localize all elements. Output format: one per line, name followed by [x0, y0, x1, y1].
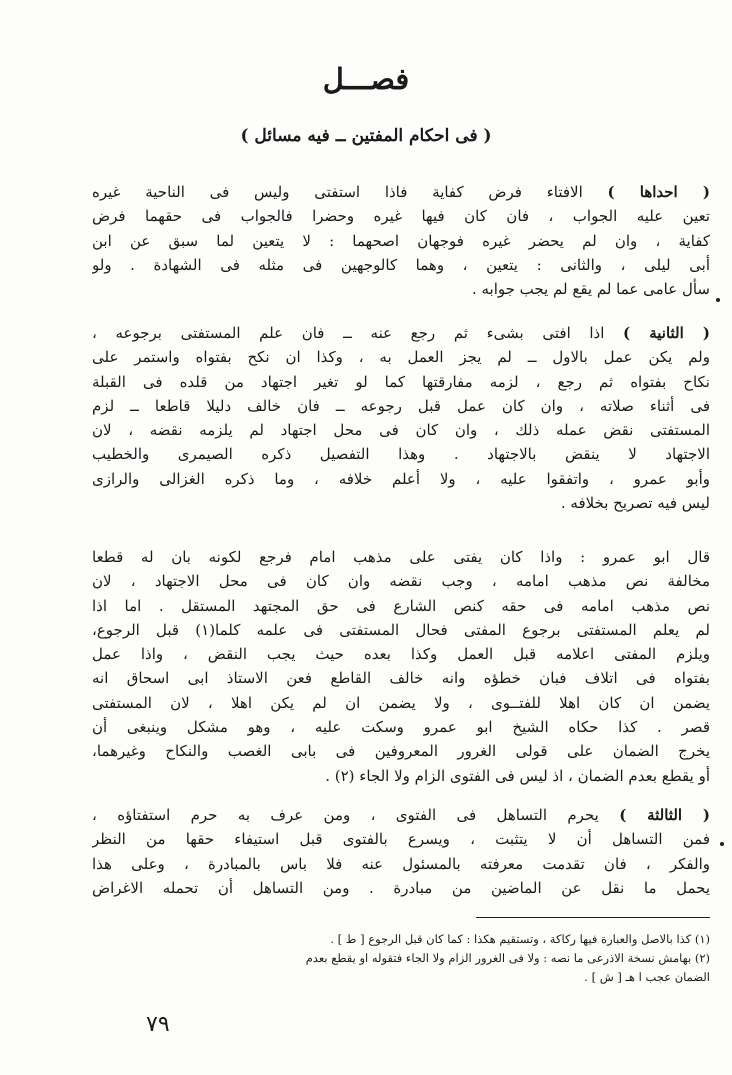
text-line: المستفتى نقض عمله ذلك ، وان كان فى محل اجتهاد لم يلزمه نقضه ، لان	[92, 421, 710, 440]
issue-heading: ( الثالثة )	[619, 806, 710, 824]
page-number: ٧٩	[146, 1012, 170, 1037]
text-line: نص مذهب امامه فى حقه كنص الشارع فى حق المجتهد المستقل . اما اذا	[92, 596, 710, 615]
text-line: ( احداها ) الافتاء فرض كفاية فاذا استفتى وليس فى الناحية غيره	[92, 183, 710, 201]
text-line: فى أثناء صلاته ، وان كان عمل قبل رجوعه ــ فان خالف دليلا قاطعا ــ لزم	[92, 396, 710, 415]
text-line: أو يقطع بعدم الضمان ، اذ ليس فى الفتوى الزام ولا الجاء (٢) .	[325, 766, 710, 785]
issue-heading: ( احداها )	[607, 183, 710, 201]
paragraph-abu-amr	[92, 545, 710, 788]
text-line: سأل عامى عما لم يقع لم يجب جوابه .	[471, 280, 710, 299]
chapter-title: فصـــل	[322, 62, 410, 96]
text-line: والفكر ، فان تقدمت معرفته بالمسئول عنه فلا باس بالمبادرة ، وعلى هذا	[92, 854, 710, 873]
text-line: يضمن ان كان اهلا للفتــوى ، ولا يضمن ان لم يكن اهلا ، لان المستفتى	[92, 693, 710, 712]
text-line: الاجتهاد لا ينقض بالاجتهاد . وهذا التفصيل ذكره الصيمرى والخطيب	[92, 445, 710, 464]
footnote: (١) كذا بالاصل والعبارة فيها ركاكة ، وتستقيم هكذا : كما كان قبل الرجوع [ ط ] .	[330, 932, 710, 946]
section-subtitle: ( فى احكام المفتين ــ فيه مسائل )	[240, 126, 492, 146]
text-line: ولم يكن عمل بالاول ــ لم يجز العمل به ، وكذا ان نكح بفتواه واستمر على	[92, 348, 710, 367]
paragraph-third-issue	[92, 803, 710, 900]
text-line: بفتواه فى اتلاف فبان خطؤه وانه خالف القاطع فعن الاستاذ ابى اسحاق انه	[92, 669, 710, 688]
text-line: وأبو عمرو ، واتفقوا عليه ، ولا أعلم خلافه ، وما ذكره الغزالى والرازى	[92, 469, 710, 488]
issue-heading: ( الثانية )	[623, 324, 710, 342]
text-line: تعين عليه الجواب ، فان كان فيها غيره وحضرا فالجواب فى حقهما فرض	[92, 207, 710, 226]
text-line: مخالفة نص مذهب امامه ، وجب نقضه وان كان فى محل الاجتهاد ، لان	[92, 572, 710, 591]
scan-speck	[716, 298, 720, 302]
text-line: يخرج الضمان على قولى الغرور المعروفين فى بابى الغصب والنكاح وغيرهما،	[92, 742, 710, 761]
text-line: يحمل ما نقل عن الماضين من مبادرة . ومن التساهل أن تحمله الاغراض	[92, 878, 710, 897]
paragraph-second-issue	[92, 321, 710, 515]
text-line: قصر . كذا حكاه الشيخ ابو عمرو وسكت عليه ، وهو مشكل وينبغى أن	[92, 718, 710, 737]
text-line: ( الثالثة ) يحرم التساهل فى الفتوى ، ومن عرف به حرم استفتاؤه ،	[92, 806, 710, 824]
footnote: (٢) بهامش نسخة الاذرعى ما نصه : ولا فى الغرور الزام ولا الجاء فتقوله او يقطع بعدم	[305, 951, 710, 965]
scan-speck	[720, 842, 724, 846]
paragraph-first-issue	[92, 180, 710, 301]
text-line: أبى ليلى ، والثانى : يتعين ، وهما كالوجهين فى مثله فى الشهادة . ولو	[92, 255, 710, 274]
text-line: قال ابو عمرو : واذا كان يفتى على مذهب امام فرجع لكونه بان له قطعا	[92, 548, 710, 566]
text-line: لم يعلم المستفتى برجوع المفتى فحال المستفتى فى علمه كلما(١) قبل الرجوع،	[92, 620, 710, 639]
footnote: الضمان عجب ا هـ [ ش ] .	[584, 970, 710, 984]
text-line: ليس فيه تصريح بخلافه .	[560, 494, 710, 513]
text-line: ويلزم المفتى اعلامه قبل العمل وكذا بعده حيث يجب النقض ، واذا عمل	[92, 645, 710, 664]
footnotes	[92, 930, 710, 987]
text-line: كفاية ، وان لم يحضر غيره فوجهان اصحهما : لا يتعين لما سبق عن ابن	[92, 231, 710, 250]
text-line: فمن التساهل أن لا يتثبت ، ويسرع بالفتوى قبل استيفاء حقها من النظر	[92, 830, 710, 849]
text-line: ( الثانية ) اذا افتى بشىء ثم رجع عنه ــ فان علم المستفتى برجوعه ،	[92, 324, 710, 342]
text-line: نكاح بفتواه ثم رجع ، لزمه مفارقتها كما لو تغير اجتهاد من قلده فى القبلة	[92, 372, 710, 391]
footnote-divider	[476, 917, 710, 918]
